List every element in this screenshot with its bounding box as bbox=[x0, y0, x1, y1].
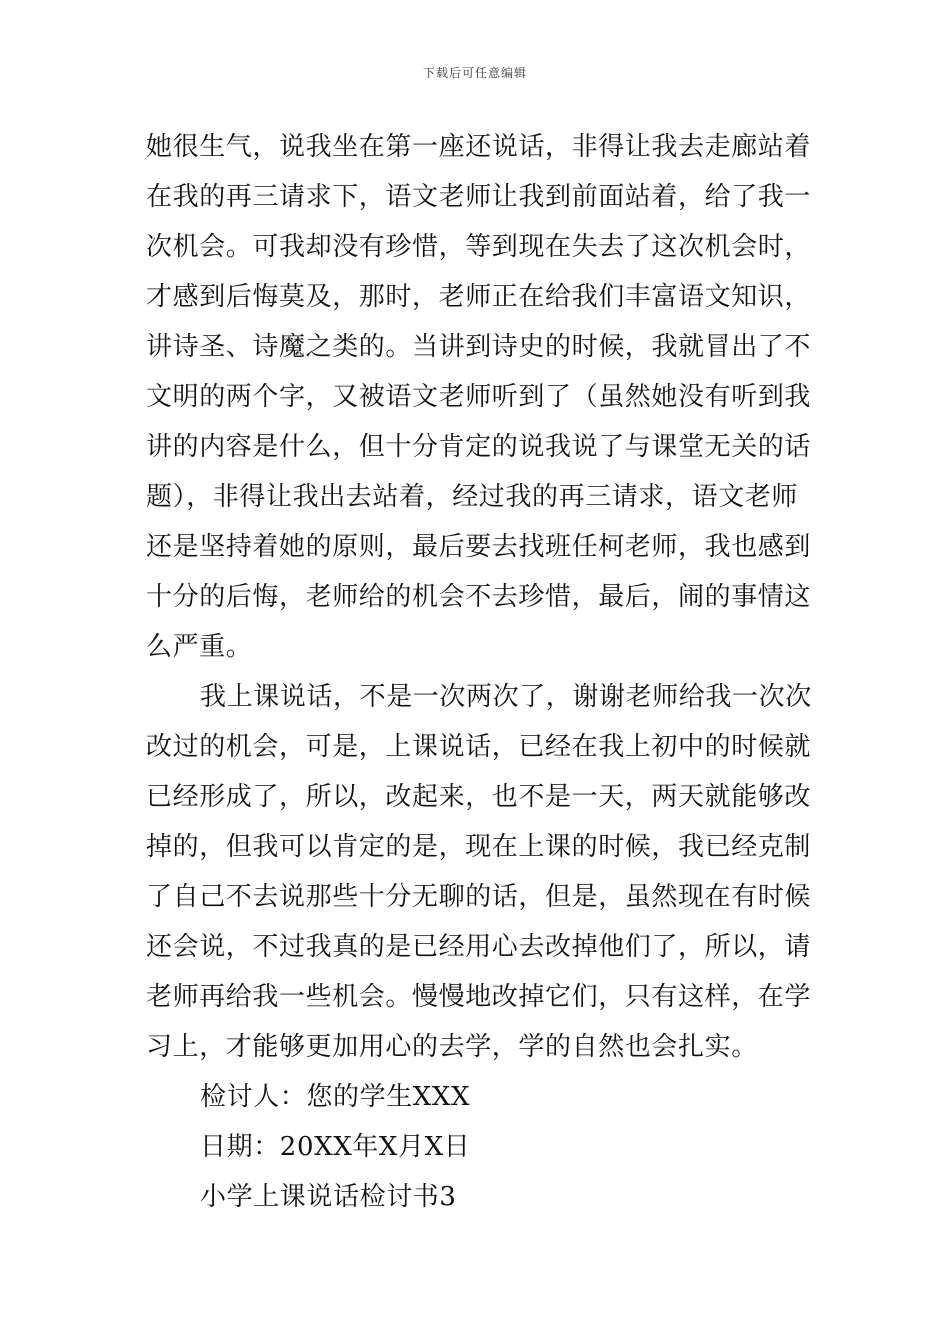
text-line: 文明的两个字，又被语文老师听到了（虽然她没有听到我 bbox=[146, 382, 812, 412]
signature-date: 日期：20XX年X月X日 bbox=[200, 1132, 471, 1162]
document-body bbox=[146, 122, 810, 1222]
text-line: 么严重。 bbox=[146, 632, 253, 662]
text-line: 讲诗圣、诗魔之类的。当讲到诗史的时候，我就冒出了不 bbox=[146, 332, 812, 362]
signature-author: 检讨人：您的学生XXX bbox=[200, 1082, 471, 1112]
paragraph-2 bbox=[146, 672, 810, 1072]
text-line: 老师再给我一些机会。慢慢地改掉它们，只有这样，在学 bbox=[146, 982, 812, 1012]
text-line: 掉的，但我可以肯定的是，现在上课的时候，我已经克制 bbox=[146, 832, 812, 862]
text-line: 已经形成了，所以，改起来，也不是一天，两天就能够改 bbox=[146, 782, 812, 812]
text-line: 我上课说话，不是一次两次了，谢谢老师给我一次次 bbox=[200, 682, 812, 712]
text-line: 题），非得让我出去站着，经过我的再三请求，语文老师 bbox=[146, 482, 799, 512]
text-line: 习上，才能够更加用心的去学，学的自然也会扎实。 bbox=[146, 1032, 758, 1062]
text-line: 她很生气，说我坐在第一座还说话，非得让我去走廊站着 bbox=[146, 132, 812, 162]
text-line: 了自己不去说那些十分无聊的话，但是，虽然现在有时候 bbox=[146, 882, 812, 912]
text-line: 还会说，不过我真的是已经用心去改掉他们了，所以，请 bbox=[146, 932, 812, 962]
text-line: 十分的后悔，老师给的机会不去珍惜，最后，闹的事情这 bbox=[146, 582, 812, 612]
text-line: 次机会。可我却没有珍惜，等到现在失去了这次机会时， bbox=[146, 232, 812, 262]
paragraph-1 bbox=[146, 122, 810, 672]
text-line: 改过的机会，可是，上课说话，已经在我上初中的时候就 bbox=[146, 732, 812, 762]
text-line: 才感到后悔莫及，那时，老师正在给我们丰富语文知识， bbox=[146, 282, 812, 312]
text-line: 在我的再三请求下，语文老师让我到前面站着，给了我一 bbox=[146, 182, 812, 212]
page-header-note: 下载后可任意编辑 bbox=[422, 66, 527, 80]
text-line: 讲的内容是什么，但十分肯定的说我说了与课堂无关的话 bbox=[146, 432, 812, 462]
next-section-title: 小学上课说话检讨书3 bbox=[200, 1182, 457, 1212]
text-line: 还是坚持着她的原则，最后要去找班任柯老师，我也感到 bbox=[146, 532, 812, 562]
